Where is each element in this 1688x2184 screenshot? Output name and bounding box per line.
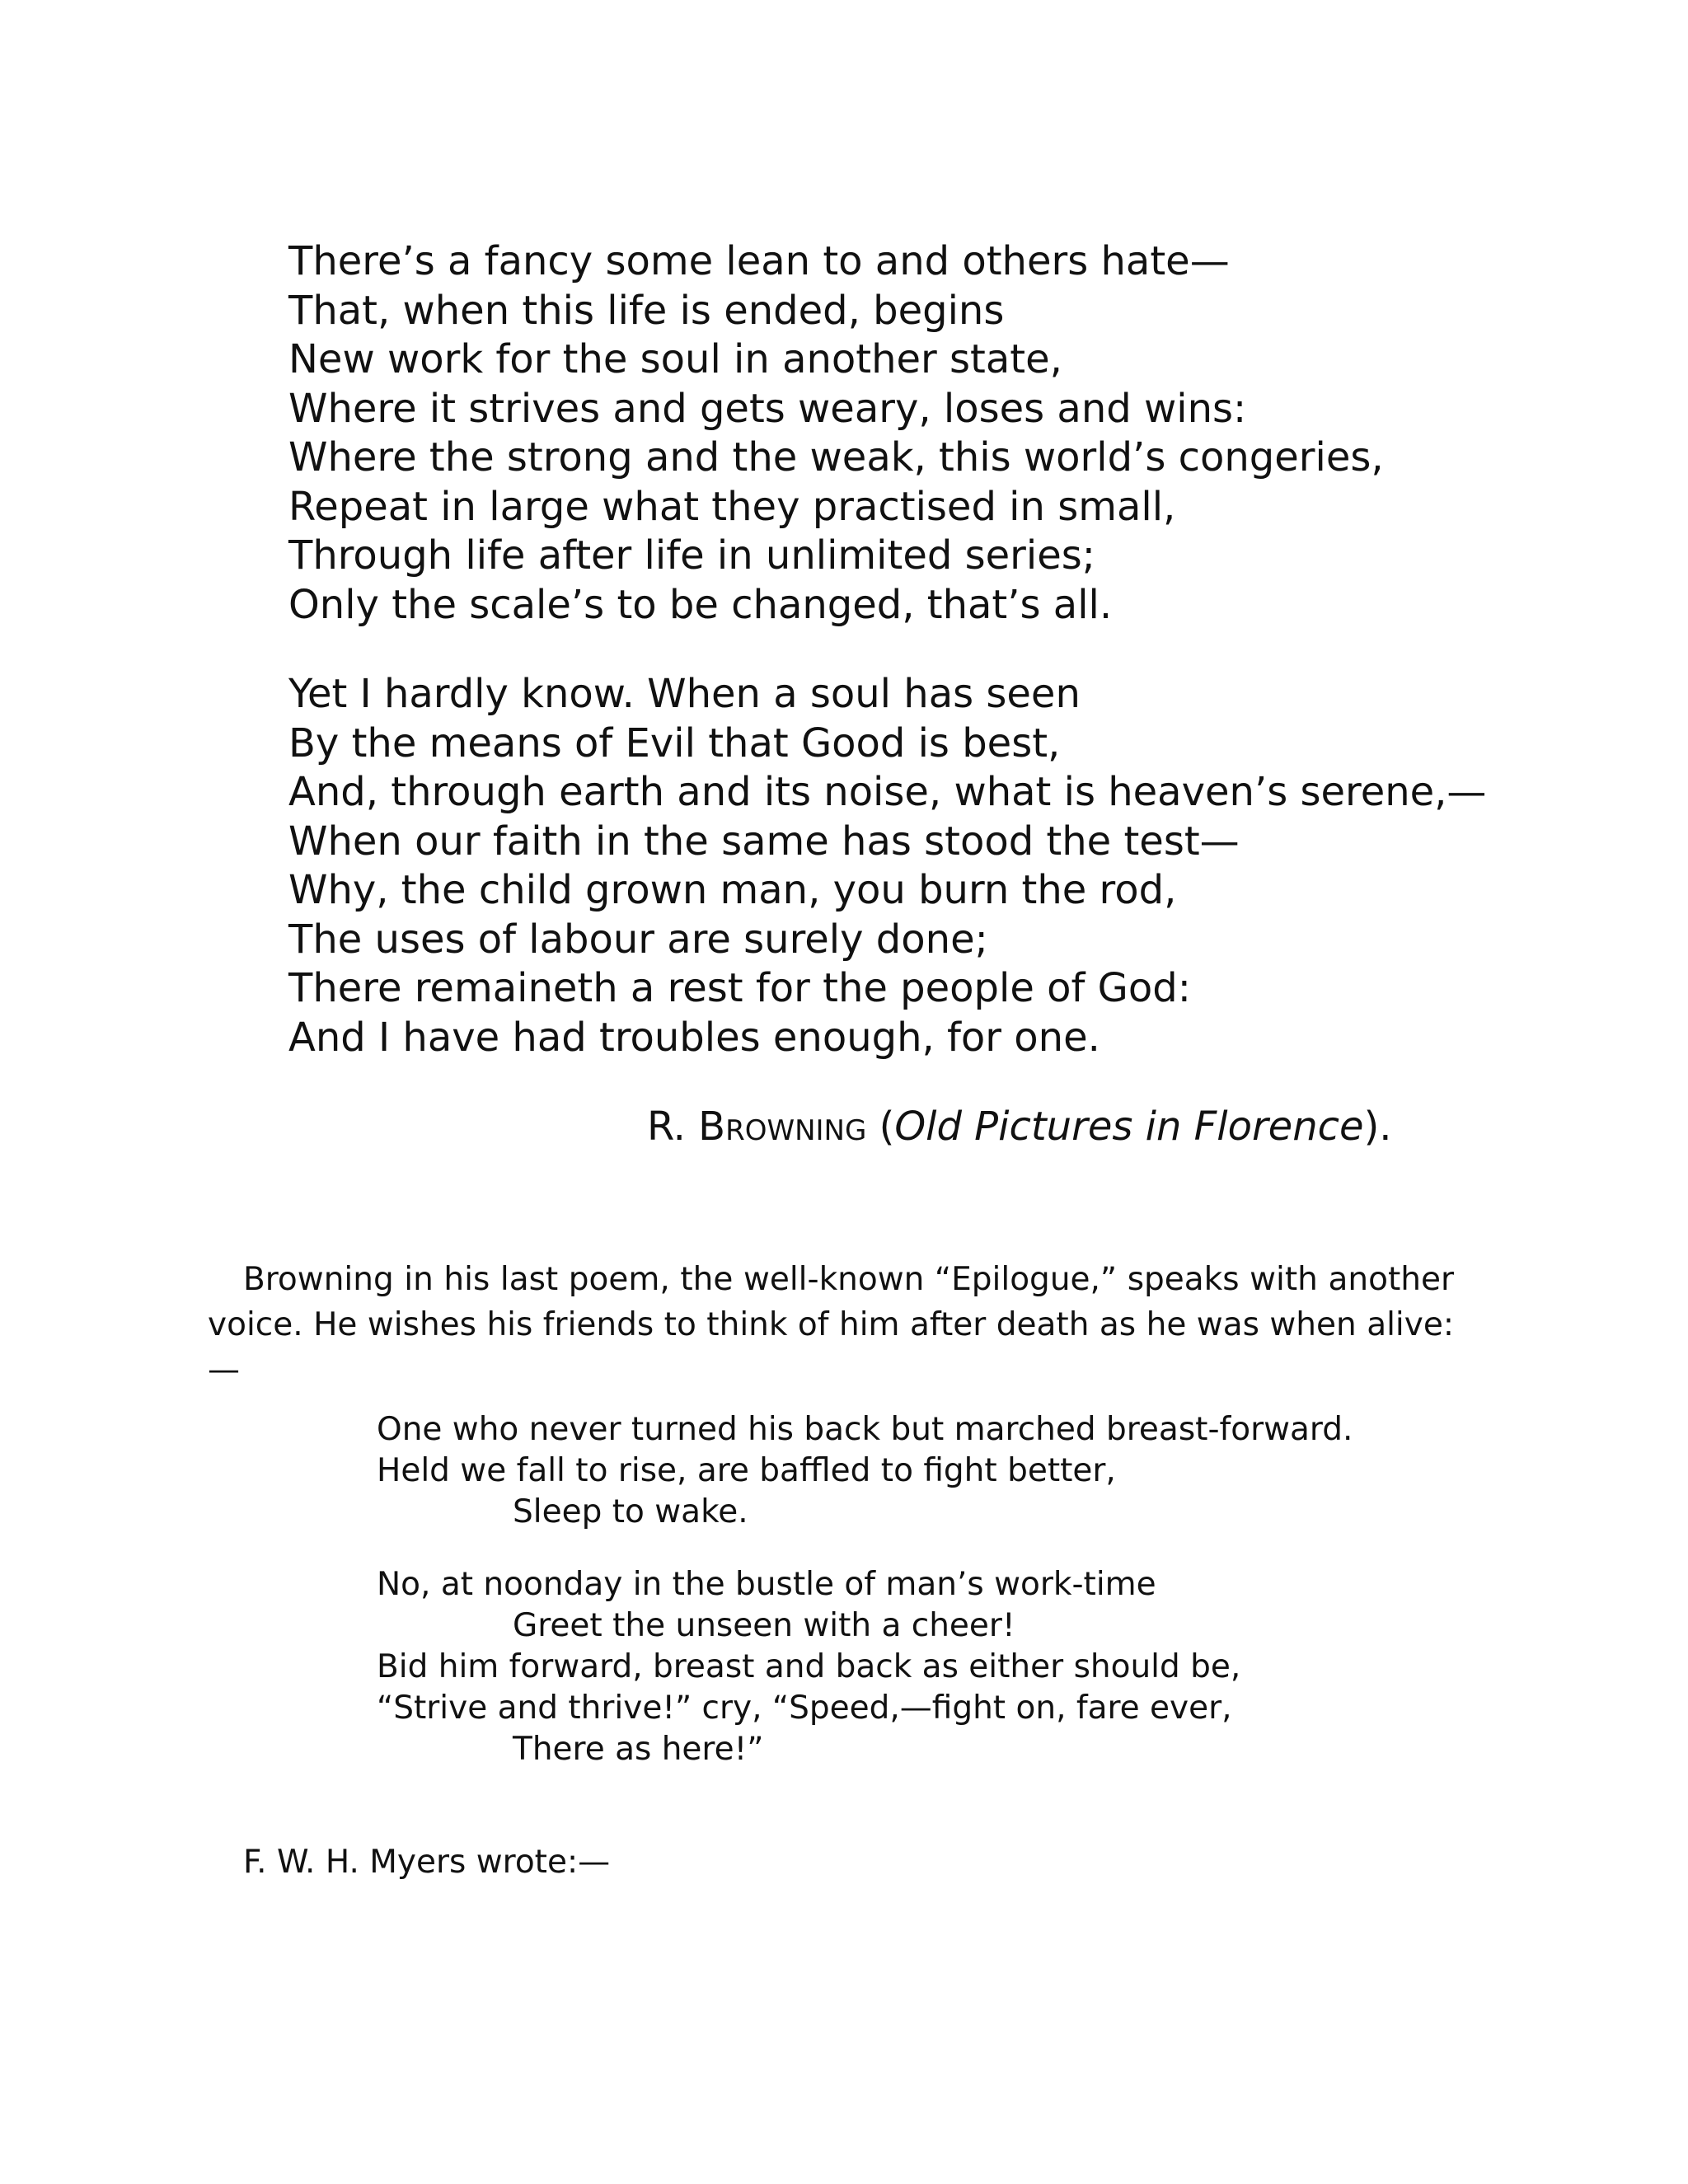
poem-line: Why, the child grown man, you burn the rod, <box>288 867 1177 913</box>
quote-line: There as here!” <box>513 1731 764 1768</box>
poem-line: And I have had troubles enough, for one. <box>288 1014 1100 1061</box>
poem-line: And, through earth and its noise, what is heaven’s serene,— <box>288 769 1487 815</box>
quote-line: One who never turned his back but marched breast-forward. <box>377 1411 1353 1448</box>
poem-line: By the means of Evil that Good is best, <box>288 719 1061 766</box>
attribution-close: ). <box>1363 1104 1392 1150</box>
poem-line: There remaineth a rest for the people of God: <box>288 965 1191 1011</box>
quote-line: No, at noonday in the bustle of man’s work-time <box>377 1566 1156 1603</box>
quote-line: Bid him forward, breast and back as either should be, <box>377 1648 1241 1685</box>
quote-line: Greet the unseen with a cheer! <box>513 1607 1015 1644</box>
attribution-open-paren: ( <box>866 1104 895 1150</box>
quote-stanza-1 <box>377 1409 1353 1533</box>
poem-line: Where it strives and gets weary, loses and wins: <box>288 385 1247 432</box>
closing-line: F. W. H. Myers wrote:— <box>243 1844 611 1881</box>
poem-line: Where the strong and the weak, this world’s congeries, <box>288 434 1384 480</box>
poem-line: Through life after life in unlimited series; <box>288 532 1095 579</box>
poem-line: That, when this life is ended, begins <box>288 287 1005 334</box>
poem-line: The uses of labour are surely done; <box>288 916 988 963</box>
poem-line: There’s a fancy some lean to and others hate— <box>288 238 1230 284</box>
poem-stanza-2 <box>288 670 1486 1062</box>
quote-stanza-2 <box>377 1564 1240 1770</box>
attribution-author: Browning <box>698 1104 867 1150</box>
quote-line: Sleep to wake. <box>513 1493 748 1530</box>
attribution-initial: R. <box>647 1104 699 1150</box>
poem-line: Only the scale’s to be changed, that’s all. <box>288 581 1113 628</box>
quote-line: “Strive and thrive!” cry, “Speed,—fight on, fare ever, <box>377 1690 1232 1727</box>
quote-line: Held we fall to rise, are baffled to fight better, <box>377 1452 1116 1489</box>
poem-attribution <box>647 1102 1392 1151</box>
poem-line: When our faith in the same has stood the test— <box>288 818 1240 865</box>
poem-stanza-1 <box>288 237 1384 630</box>
poem-line: Yet I hardly know. When a soul has seen <box>288 671 1081 717</box>
prose-paragraph: Browning in his last poem, the well-known “Epilogue,” speaks with another voice. He wishes his friends to think of him after death as he was when alive:— <box>208 1261 1454 1389</box>
poem-line: Repeat in large what they practised in small, <box>288 483 1176 530</box>
attribution-title: Old Pictures in Florence <box>894 1104 1364 1150</box>
poem-line: New work for the soul in another state, <box>288 336 1062 382</box>
